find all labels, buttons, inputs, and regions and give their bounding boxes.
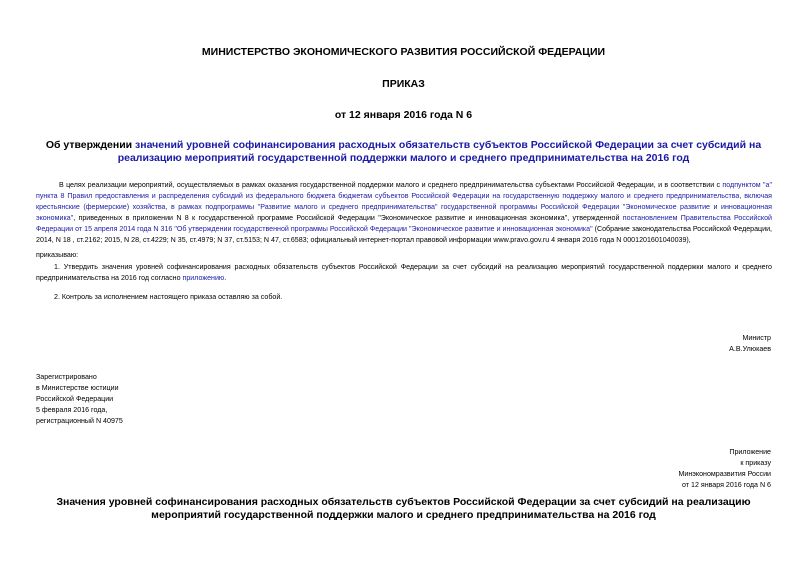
preamble-link-resolution[interactable]: постановлением Правительства Российской Федерации от 15 апреля 2014 года N 316 "Об утверждении государственной программы Российской Федерации "Экономическое развитие и инновационная экономика" [36, 214, 772, 233]
appendix-header [560, 447, 771, 491]
ministry-heading: МИНИСТЕРСТВО ЭКОНОМИЧЕСКОГО РАЗВИТИЯ РОССИЙСКОЙ ФЕДЕРАЦИИ [201, 46, 606, 58]
registration-line-3: Российской Федерации [36, 395, 114, 403]
document-date-number: от 12 января 2016 года N 6 [334, 109, 473, 121]
appendix-line-2: к приказу [740, 459, 771, 467]
order-item-1-text: 1. Утвердить значения уровней софинансирования расходных обязательств субъектов Российской Федерации за счет субсидий на реализацию мероприятий государственной поддержки малого и среднего предпринимательства на 2016 год согласно [36, 263, 772, 282]
registration-line-1: Зарегистрировано [36, 373, 97, 381]
document-type: ПРИКАЗ [382, 78, 425, 90]
signature-name: А.В.Улюкаев [729, 345, 771, 353]
preamble-text-1: В целях реализации мероприятий, осуществляемых в рамках оказания государственной поддержки малого и среднего предпринимательства субъектами Российской Федерации, и в соответствии с [59, 181, 723, 189]
registration-line-5: регистрационный N 40975 [36, 417, 123, 425]
registration-line-2: в Министерстве юстиции [36, 384, 119, 392]
signature-block [600, 333, 771, 355]
order-item-1-end: . [224, 274, 227, 282]
preamble-text-3: (Собрание законодательства Российской Федерации, 2014, N 18 , ст.2162; 2015, N 28, ст.4229; N 35, ст.4979; N 37, ст.5153; N 47, ст.6583; официальный интернет-портал правовой информации www.pravo.gov.ru 4 января 2016 года N 0001201601040039), [36, 225, 773, 244]
order-item-2: 2. Контроль за исполнением настоящего приказа оставляю за собой. [54, 293, 283, 301]
document-title [30, 139, 777, 165]
appendix-line-3: Минэкономразвития России [678, 470, 771, 478]
order-item-1 [36, 262, 772, 284]
appendix-link[interactable]: приложению [182, 274, 225, 282]
preamble-link-rules[interactable]: подпунктом "a" пункта 8 Правил предоставления и распределения субсидий из федерального бюджета бюджетам субъектов Российской Федерации на государственную поддержку малого и среднего предпринимательства, включая крестьянские (фермерские) хозяйства, в рамках подпрограммы "Развитие малого и среднего предпринимательства" государственной программы Российской Федерации "Экономическое развитие и инновационная экономика" [36, 181, 772, 222]
registration-block [36, 372, 123, 427]
order-word: приказываю: [36, 251, 79, 259]
appendix-title: Значения уровней софинансирования расходных обязательств субъектов Российской Федерации за счет субсидий на реализацию мероприятий государственной поддержки малого и среднего предпринимательства на 2016 год [56, 496, 751, 521]
title-link[interactable]: значений уровней софинансирования расходных обязательств субъектов Российской Федерации за счет субсидий на реализацию мероприятий государственной поддержки малого и среднего предпринимательства на 2016 год [117, 139, 762, 164]
appendix-line-1: Приложение [729, 448, 771, 456]
appendix-line-4: от 12 января 2016 года N 6 [681, 481, 771, 489]
registration-line-4: 5 февраля 2016 года, [36, 406, 108, 414]
preamble-paragraph [36, 180, 772, 246]
signature-position: Министр [742, 334, 771, 342]
preamble-text-2: , приведенных в приложении N 8 к государственной программе Российской Федерации "Экономическое развитие и инновационная экономика", утвержденной [73, 214, 623, 222]
title-prefix: Об утверждении [45, 139, 136, 151]
